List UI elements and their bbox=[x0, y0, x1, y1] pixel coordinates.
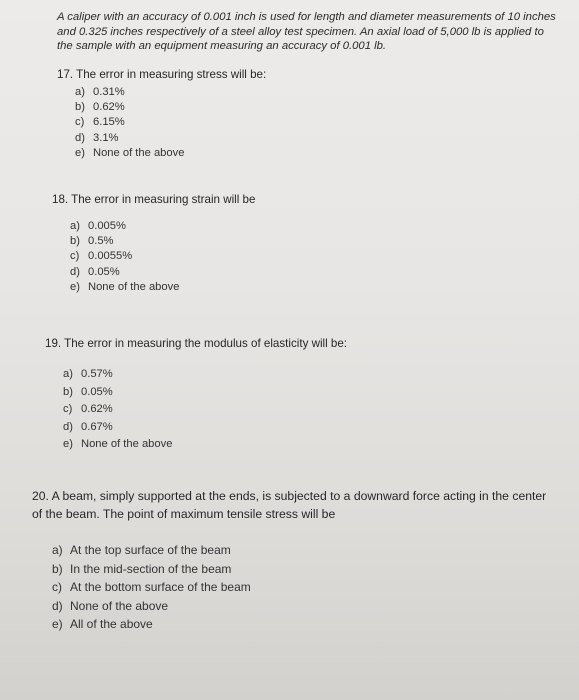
option-text: 6.15% bbox=[93, 116, 125, 129]
option-e bbox=[75, 146, 266, 161]
option-c bbox=[63, 401, 347, 419]
option-text: 0.62% bbox=[93, 101, 125, 114]
option-letter: b) bbox=[63, 385, 73, 398]
option-text: None of the above bbox=[93, 146, 185, 159]
option-text: In the mid-section of the beam bbox=[70, 561, 232, 576]
option-letter: a) bbox=[75, 86, 85, 98]
option-text: None of the above bbox=[88, 280, 180, 293]
option-letter: d) bbox=[52, 598, 63, 613]
option-letter: e) bbox=[70, 280, 80, 293]
option-text: 0.31% bbox=[93, 86, 125, 98]
option-b bbox=[63, 384, 347, 402]
option-letter: e) bbox=[75, 146, 85, 159]
question-20 bbox=[32, 487, 557, 634]
option-text: None of the above bbox=[81, 438, 173, 451]
option-d bbox=[63, 419, 347, 437]
option-a bbox=[52, 541, 557, 560]
question-19-prompt bbox=[45, 336, 347, 352]
question-18-options bbox=[70, 219, 255, 295]
option-letter: e) bbox=[63, 438, 73, 451]
question-17-options bbox=[75, 85, 266, 161]
option-a bbox=[75, 85, 266, 100]
option-c bbox=[75, 115, 266, 130]
option-text: 0.57% bbox=[81, 368, 113, 380]
option-letter: c) bbox=[52, 580, 62, 594]
option-c bbox=[70, 249, 255, 264]
question-17 bbox=[57, 67, 266, 161]
question-text: The error in measuring stress will be: bbox=[76, 68, 267, 81]
option-letter: c) bbox=[75, 116, 85, 129]
option-text: At the bottom surface of the beam bbox=[70, 580, 251, 594]
question-number: 18. bbox=[52, 193, 69, 206]
option-text: 0.05% bbox=[88, 265, 120, 278]
option-b bbox=[52, 560, 557, 579]
problem-statement: A caliper with an accuracy of 0.001 inch is used for length and diameter measurements of 10 inches and 0.325 inches respectively of a steel alloy test specimen. An axial load of 5,000 lb is applied to the sample with an equipment measuring an accuracy of 0.001 lb. bbox=[57, 11, 556, 52]
option-text: All of the above bbox=[70, 617, 153, 631]
question-20-options bbox=[52, 541, 557, 634]
option-e bbox=[70, 280, 255, 295]
option-letter: c) bbox=[70, 250, 80, 263]
option-b bbox=[70, 234, 255, 249]
option-text: None of the above bbox=[70, 598, 169, 613]
question-text: A beam, simply supported at the ends, is subjected to a downward force acting in the center of the beam. The point of maximum tensile stress will be bbox=[32, 489, 547, 521]
question-text: The error in measuring the modulus of elasticity will be: bbox=[64, 337, 348, 350]
option-d bbox=[52, 597, 557, 616]
question-number: 19. bbox=[45, 337, 62, 350]
question-number: 17. bbox=[57, 68, 74, 81]
option-a bbox=[70, 219, 255, 234]
option-text: 0.67% bbox=[81, 420, 113, 433]
option-letter: e) bbox=[52, 617, 63, 631]
option-d bbox=[70, 265, 255, 280]
question-18 bbox=[52, 192, 255, 295]
option-text: 0.62% bbox=[81, 403, 113, 416]
option-letter: a) bbox=[70, 220, 80, 232]
option-a bbox=[63, 366, 347, 384]
option-text: 3.1% bbox=[93, 131, 119, 144]
option-text: At the top surface of the beam bbox=[70, 543, 231, 557]
option-letter: b) bbox=[52, 561, 63, 576]
option-letter: d) bbox=[63, 420, 73, 433]
option-letter: a) bbox=[63, 368, 73, 380]
option-letter: b) bbox=[75, 101, 85, 114]
option-e bbox=[52, 615, 557, 634]
question-17-prompt bbox=[57, 67, 266, 83]
option-e bbox=[63, 436, 347, 454]
question-19 bbox=[45, 336, 347, 454]
option-c bbox=[52, 578, 557, 597]
option-text: 0.0055% bbox=[88, 250, 133, 263]
question-text: The error in measuring strain will be bbox=[71, 193, 256, 206]
question-20-prompt bbox=[32, 487, 557, 523]
question-number: 20. bbox=[32, 489, 49, 503]
option-d bbox=[75, 131, 266, 146]
question-18-prompt bbox=[52, 192, 255, 208]
option-letter: c) bbox=[63, 403, 73, 416]
option-letter: a) bbox=[52, 543, 63, 557]
option-text: 0.005% bbox=[88, 220, 126, 232]
option-letter: b) bbox=[70, 235, 80, 248]
option-b bbox=[75, 100, 266, 115]
question-19-options bbox=[63, 366, 347, 454]
option-text: 0.5% bbox=[88, 235, 114, 248]
option-text: 0.05% bbox=[81, 385, 113, 398]
option-letter: d) bbox=[75, 131, 85, 144]
option-letter: d) bbox=[70, 265, 80, 278]
